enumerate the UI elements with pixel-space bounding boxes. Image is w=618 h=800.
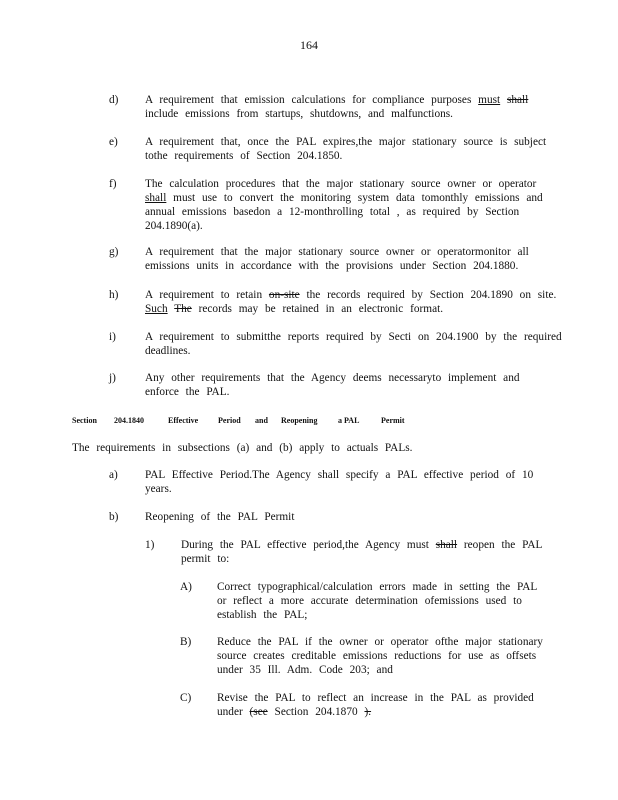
page-number: 164: [300, 38, 318, 52]
text-line: [145, 107, 528, 121]
item-label: j): [109, 372, 116, 384]
text-line: [145, 510, 294, 524]
text-run: The calculation procedures that the major stationary source owner or operator: [145, 178, 537, 190]
text-run: must use to convert the monitoring system data tomonthly emissions and: [166, 192, 543, 204]
deleted-text: shall: [435, 539, 458, 551]
item-text: [145, 510, 294, 524]
inserted-text: shall: [145, 192, 167, 204]
text-line: [145, 259, 529, 273]
item-label: A): [180, 581, 192, 593]
text-line: [217, 705, 534, 719]
text-line: [181, 538, 542, 552]
heading-word: Period: [218, 416, 241, 425]
section-heading: [72, 414, 405, 428]
item-text: [145, 93, 528, 121]
text-run: Correct typographical/calculation errors made in setting the PAL: [217, 581, 538, 593]
item-text: [217, 580, 537, 622]
item-label: f): [109, 178, 117, 190]
text-line: [145, 288, 556, 302]
text-run: Section 204.1870: [267, 706, 365, 718]
text-line: [181, 552, 542, 566]
text-run: deadlines.: [145, 345, 191, 357]
text-line: [217, 635, 543, 649]
text-run: A requirement that, once the PAL expires,the major stationary source is subject: [145, 136, 547, 148]
item-text: [217, 691, 534, 719]
text-line: [145, 93, 528, 107]
text-run: records may be retained in an electronic format.: [191, 303, 444, 315]
text-line: [145, 219, 543, 233]
item-label: e): [109, 136, 118, 148]
text-line: [145, 191, 543, 205]
text-run: enforce the PAL.: [145, 386, 230, 398]
heading-word: and: [255, 416, 268, 425]
deleted-text: ).: [364, 706, 372, 718]
item-label: b): [109, 511, 119, 523]
text-run: Reduce the PAL if the owner or operator ofthe major stationary: [217, 636, 543, 648]
deleted-text: (see: [249, 706, 268, 718]
text-run: the records required by Section 204.1890 on site.: [299, 289, 557, 301]
text-line: [145, 385, 520, 399]
text-run: During the PAL effective period,the Agency must: [181, 539, 436, 551]
deleted-text: shall: [506, 94, 529, 106]
text-run: annual emissions basedon a 12-monthrolling total , as required by Section: [145, 206, 520, 218]
inserted-text: must: [478, 94, 501, 106]
text-line: [145, 482, 533, 496]
item-label: i): [109, 331, 116, 343]
item-text: [145, 135, 546, 163]
text-run: permit to:: [181, 553, 230, 565]
heading-word: Permit: [381, 416, 405, 425]
text-line: [145, 149, 546, 163]
intro-paragraph: The requirements in subsections (a) and (b) apply to actuals PALs.: [72, 442, 413, 454]
item-text: [145, 245, 529, 273]
text-run: A requirement that emission calculations for compliance purposes: [145, 94, 479, 106]
text-run: include emissions from startups, shutdowns, and malfunctions.: [145, 108, 453, 120]
text-run: PAL Effective Period.The Agency shall specify a PAL effective period of 10: [145, 469, 534, 481]
item-text: [181, 538, 542, 566]
item-text: [145, 177, 543, 233]
text-run: 204.1890(a).: [145, 220, 203, 232]
heading-word: a PAL: [338, 416, 360, 425]
text-line: [145, 177, 543, 191]
text-run: years.: [145, 483, 172, 495]
text-line: [145, 302, 556, 316]
text-run: or reflect a more accurate determination ofemissions used to: [217, 595, 522, 607]
item-text: [145, 288, 556, 316]
text-run: [500, 94, 507, 106]
text-run: Revise the PAL to reflect an increase in the PAL as provided: [217, 692, 534, 704]
text-line: [217, 608, 537, 622]
text-run: Reopening of the PAL Permit: [145, 511, 295, 523]
text-run: reopen the PAL: [457, 539, 543, 551]
text-line: [145, 344, 562, 358]
deleted-text: The: [174, 303, 192, 315]
text-run: A requirement that the major stationary source owner or operatormonitor all: [145, 246, 529, 258]
heading-word: Effective: [168, 416, 199, 425]
text-run: A requirement to retain: [145, 289, 269, 301]
item-text: [145, 330, 562, 358]
text-line: [145, 371, 520, 385]
item-label: 1): [145, 539, 155, 551]
section-label: Section: [72, 416, 97, 425]
text-line: [145, 245, 529, 259]
item-label: B): [180, 636, 192, 648]
item-text: [217, 635, 543, 677]
text-line: [145, 330, 562, 344]
text-run: tothe requirements of Section 204.1850.: [145, 150, 343, 162]
section-number: 204.1840: [114, 416, 144, 425]
text-run: establish the PAL;: [217, 609, 308, 621]
text-line: [217, 580, 537, 594]
text-line: [145, 468, 533, 482]
text-line: [217, 663, 543, 677]
text-line: [217, 691, 534, 705]
item-text: [145, 468, 533, 496]
text-line: [145, 135, 546, 149]
item-label: d): [109, 94, 119, 106]
item-label: a): [109, 469, 118, 481]
text-run: Any other requirements that the Agency deems necessaryto implement and: [145, 372, 520, 384]
text-line: [145, 205, 543, 219]
text-run: under 35 Ill. Adm. Code 203; and: [217, 664, 393, 676]
text-run: emissions units in accordance with the provisions under Section 204.1880.: [145, 260, 519, 272]
item-label: h): [109, 289, 119, 301]
deleted-text: on-site: [268, 289, 300, 301]
item-label: C): [180, 692, 192, 704]
text-run: source creates creditable emissions reductions for use as offsets: [217, 650, 537, 662]
item-text: [145, 371, 520, 399]
text-run: under: [217, 706, 250, 718]
text-line: [217, 594, 537, 608]
text-line: [217, 649, 543, 663]
text-run: A requirement to submitthe reports required by Secti on 204.1900 by the required: [145, 331, 562, 343]
inserted-text: Such: [145, 303, 168, 315]
item-label: g): [109, 246, 119, 258]
heading-word: Reopening: [281, 416, 318, 425]
